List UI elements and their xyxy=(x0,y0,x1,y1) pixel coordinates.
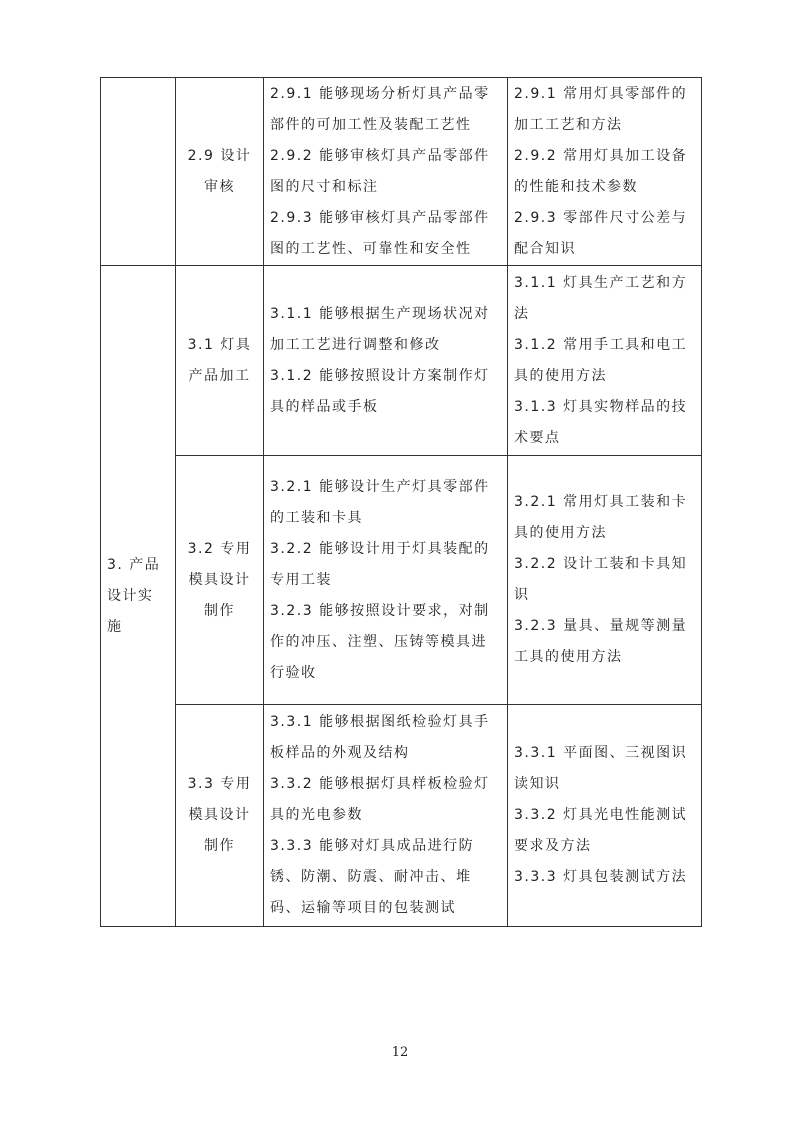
item-cell xyxy=(176,266,264,456)
module-cell xyxy=(101,266,176,927)
item-cell xyxy=(176,78,264,266)
skill-item: 3.3.3 能够对灯具成品进行防锈、防潮、防震、耐冲击、堆码、运输等项目的包装测试 xyxy=(270,838,475,916)
item-line: 3.3 专用 xyxy=(187,776,252,792)
item-line: 产品加工 xyxy=(188,367,251,384)
item-line: 3.1 灯具 xyxy=(187,336,252,353)
page-number: 12 xyxy=(391,1045,409,1060)
knowledge-cell xyxy=(508,78,702,266)
module-line: 施 xyxy=(107,618,123,635)
knowledge-item: 3.3.2 灯具光电性能测试要求及方法 xyxy=(514,807,688,854)
knowledge-item: 3.3.1 平面图、三视图识读知识 xyxy=(514,745,688,792)
knowledge-item: 2.9.3 零部件尺寸公差与配合知识 xyxy=(514,209,688,257)
item-line: 2.9 设计 xyxy=(187,147,252,164)
knowledge-cell xyxy=(508,456,702,705)
knowledge-cell xyxy=(508,266,702,456)
table-row xyxy=(101,705,702,927)
skill-item: 2.9.2 能够审核灯具产品零部件图的尺寸和标注 xyxy=(270,147,490,195)
knowledge-item: 3.2.2 设计工装和卡具知识 xyxy=(514,556,688,603)
knowledge-cell xyxy=(508,705,702,927)
table-row xyxy=(101,78,702,266)
skill-item: 3.1.2 能够按照设计方案制作灯具的样品或手板 xyxy=(270,367,490,415)
item-cell xyxy=(176,456,264,705)
item-line: 模具设计 xyxy=(188,571,251,588)
table-row xyxy=(101,456,702,705)
skill-cell xyxy=(264,78,508,266)
knowledge-item: 3.3.3 灯具包装测试方法 xyxy=(514,869,688,885)
knowledge-item: 2.9.1 常用灯具零部件的加工工艺和方法 xyxy=(514,85,688,133)
skill-item: 3.3.2 能够根据灯具样板检验灯具的光电参数 xyxy=(270,776,490,823)
table-row xyxy=(101,266,702,456)
item-line: 模具设计 xyxy=(188,807,251,823)
skill-item: 2.9.3 能够审核灯具产品零部件图的工艺性、可靠性和安全性 xyxy=(270,209,490,257)
module-cell-empty xyxy=(101,78,176,266)
skill-item: 3.2.3 能够按照设计要求，对制作的冲压、注塑、压铸等模具进行验收 xyxy=(270,602,490,681)
skill-cell xyxy=(264,456,508,705)
knowledge-item: 3.1.3 灯具实物样品的技术要点 xyxy=(514,398,688,446)
skill-requirements-table xyxy=(100,77,702,927)
knowledge-item: 3.2.1 常用灯具工装和卡具的使用方法 xyxy=(514,494,688,541)
skill-item: 3.1.1 能够根据生产现场状况对加工工艺进行调整和修改 xyxy=(270,305,490,353)
knowledge-item: 3.1.2 常用手工具和电工具的使用方法 xyxy=(514,336,688,384)
skill-cell xyxy=(264,705,508,927)
knowledge-item: 3.1.1 灯具生产工艺和方法 xyxy=(514,274,688,322)
item-line: 审核 xyxy=(204,178,235,195)
knowledge-item: 2.9.2 常用灯具加工设备的性能和技术参数 xyxy=(514,147,688,195)
item-line: 制作 xyxy=(204,838,235,854)
knowledge-item: 3.2.3 量具、量规等测量工具的使用方法 xyxy=(514,618,688,665)
skill-item: 2.9.1 能够现场分析灯具产品零部件的可加工性及装配工艺性 xyxy=(270,85,490,133)
item-line: 制作 xyxy=(204,602,235,619)
skill-item: 3.2.1 能够设计生产灯具零部件的工装和卡具 xyxy=(270,478,490,526)
skill-item: 3.3.1 能够根据图纸检验灯具手板样品的外观及结构 xyxy=(270,714,490,761)
skill-item: 3.2.2 能够设计用于灯具装配的专用工装 xyxy=(270,540,490,588)
module-line: 3. 产品 xyxy=(107,556,161,573)
item-line: 3.2 专用 xyxy=(187,540,252,557)
item-cell xyxy=(176,705,264,927)
module-line: 设计实 xyxy=(107,587,154,604)
skill-cell xyxy=(264,266,508,456)
